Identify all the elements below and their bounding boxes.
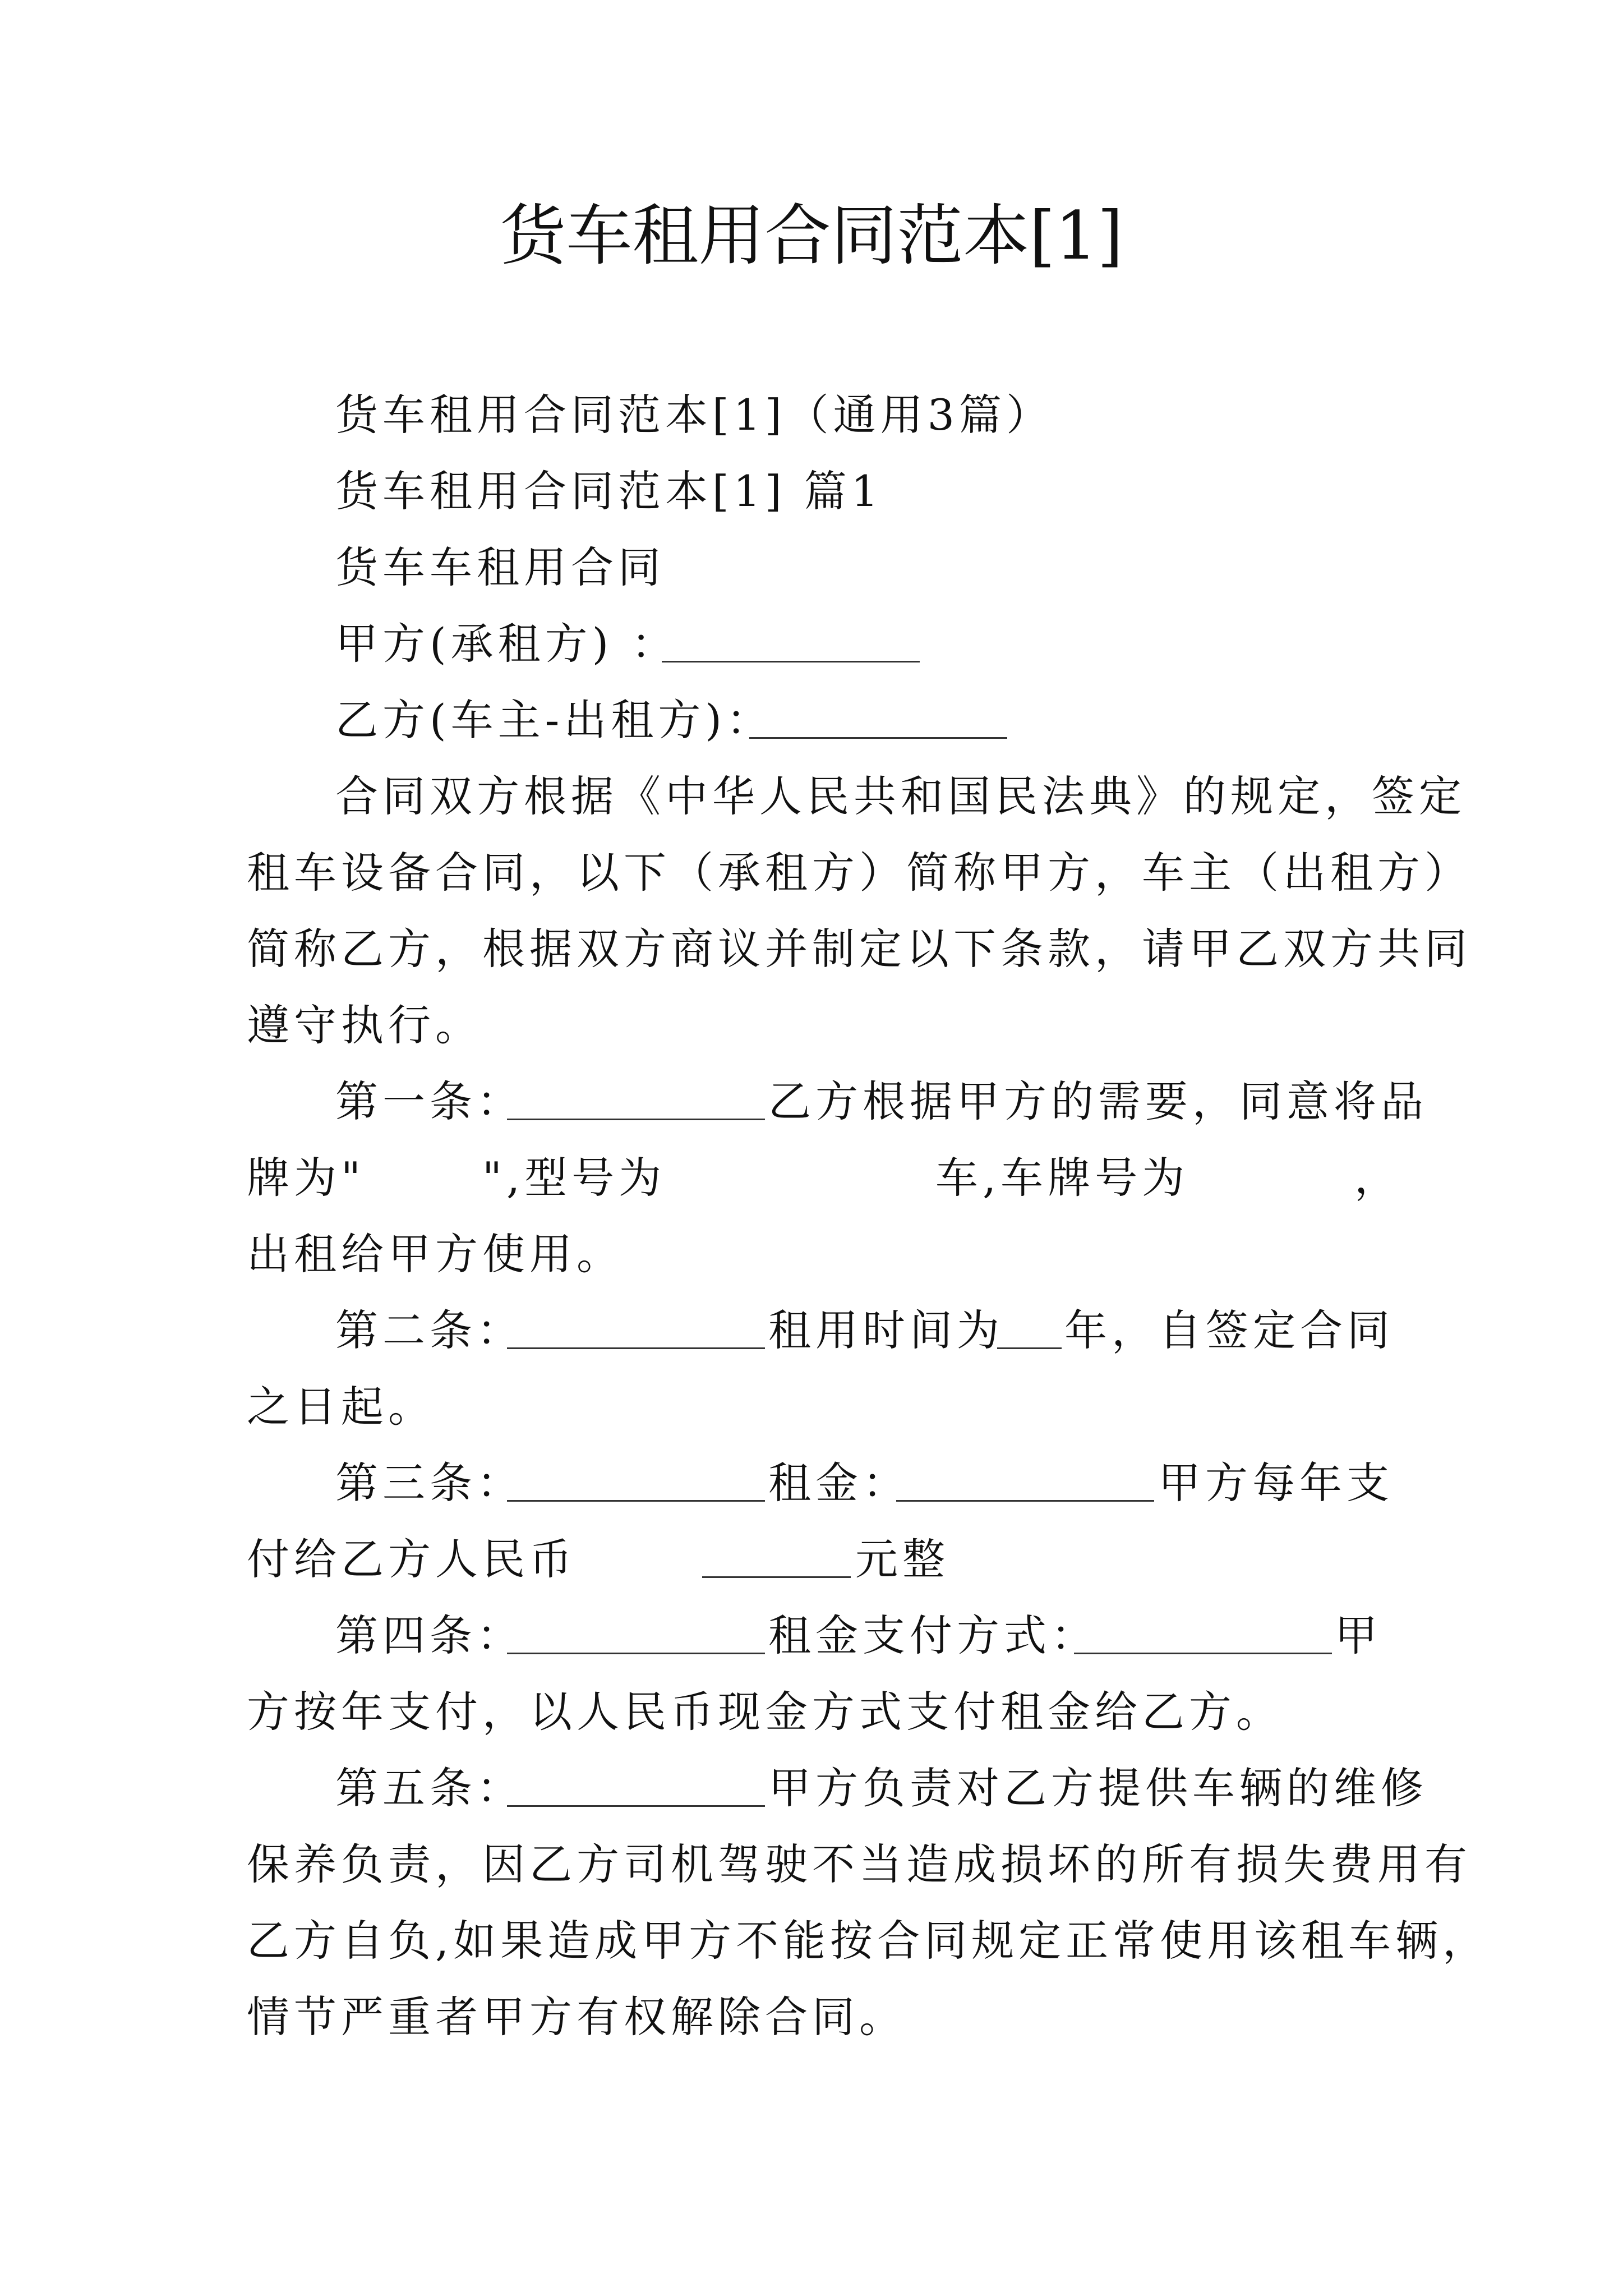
preamble-text-3: 简称乙方，根据双方商议并制定以下条款，请甲乙双方共同: [247, 924, 1472, 974]
article1-model-label: ",型号为: [482, 1153, 666, 1203]
contract-name: 货车车租用合同: [335, 542, 665, 592]
article4-blank: [507, 1653, 765, 1654]
article5-text-4: 情节严重者甲方有权解除合同。: [247, 1992, 906, 2042]
article4-text-a: 租金支付方式：: [768, 1611, 1098, 1660]
party-a-label: 甲方(承租方) ：: [335, 619, 679, 669]
document-title: 货车租用合同范本[1]: [500, 197, 1123, 274]
preamble-text-1: 合同双方根据《中华人民共和国民法典》的规定，签定: [335, 771, 1466, 821]
article1-label: 第一条：: [335, 1076, 524, 1126]
article3-blank: [507, 1500, 765, 1502]
article3-text-a: 租金：: [768, 1458, 910, 1508]
article4-method-blank: [1074, 1653, 1332, 1654]
article3-amount-blank: [702, 1576, 851, 1578]
party-b-label: 乙方(车主-出租方)：: [335, 695, 773, 745]
article2-text-b: 年，自签定合同: [1064, 1305, 1394, 1355]
article2-text-2: 之日起。: [247, 1382, 435, 1432]
article3-text-2a: 付给乙方人民币: [247, 1534, 577, 1584]
article1-blank: [507, 1119, 765, 1120]
preamble-text-4: 遵守执行。: [247, 1000, 482, 1050]
article2-years-blank: [997, 1347, 1062, 1349]
article5-text-2: 保养负责，因乙方司机驾驶不当造成损坏的所有损失费用有: [247, 1839, 1472, 1889]
article1-text-3: 出租给甲方使用。: [247, 1229, 624, 1279]
article5-label: 第五条：: [335, 1763, 524, 1813]
article3-rent-blank: [896, 1500, 1154, 1502]
preamble-text-2: 租车设备合同，以下（承租方）简称甲方，车主（出租方）: [247, 848, 1472, 898]
article4-label: 第四条：: [335, 1611, 524, 1660]
article4-text-2: 方按年支付，以人民币现金方式支付租金给乙方。: [247, 1687, 1283, 1737]
article1-text: 乙方根据甲方的需要，同意将品: [768, 1076, 1428, 1126]
article3-text-2b: 元整: [855, 1534, 949, 1584]
subtitle-part1: 货车租用合同范本[1] 篇1: [335, 466, 883, 516]
article3-label: 第三条：: [335, 1458, 524, 1508]
article3-text-b: 甲方每年支: [1158, 1458, 1394, 1508]
article2-text-a: 租用时间为: [768, 1305, 1004, 1355]
article1-comma: ，: [1354, 1153, 1401, 1203]
article1-brand-label: 牌为": [247, 1153, 365, 1203]
article4-text-b: 甲: [1335, 1611, 1382, 1660]
article2-label: 第二条：: [335, 1305, 524, 1355]
party-b-blank: [749, 737, 1007, 739]
article5-text-3: 乙方自负,如果造成甲方不能按合同规定正常使用该租车辆，: [247, 1916, 1490, 1966]
article5-blank: [507, 1805, 765, 1807]
party-a-blank: [662, 661, 920, 662]
article2-blank: [507, 1347, 765, 1349]
subtitle-general: 货车租用合同范本[1]（通用3篇）: [335, 390, 1054, 440]
article5-text: 甲方负责对乙方提供车辆的维修: [768, 1763, 1428, 1813]
article1-plate-label: 车,车牌号为: [935, 1153, 1189, 1203]
